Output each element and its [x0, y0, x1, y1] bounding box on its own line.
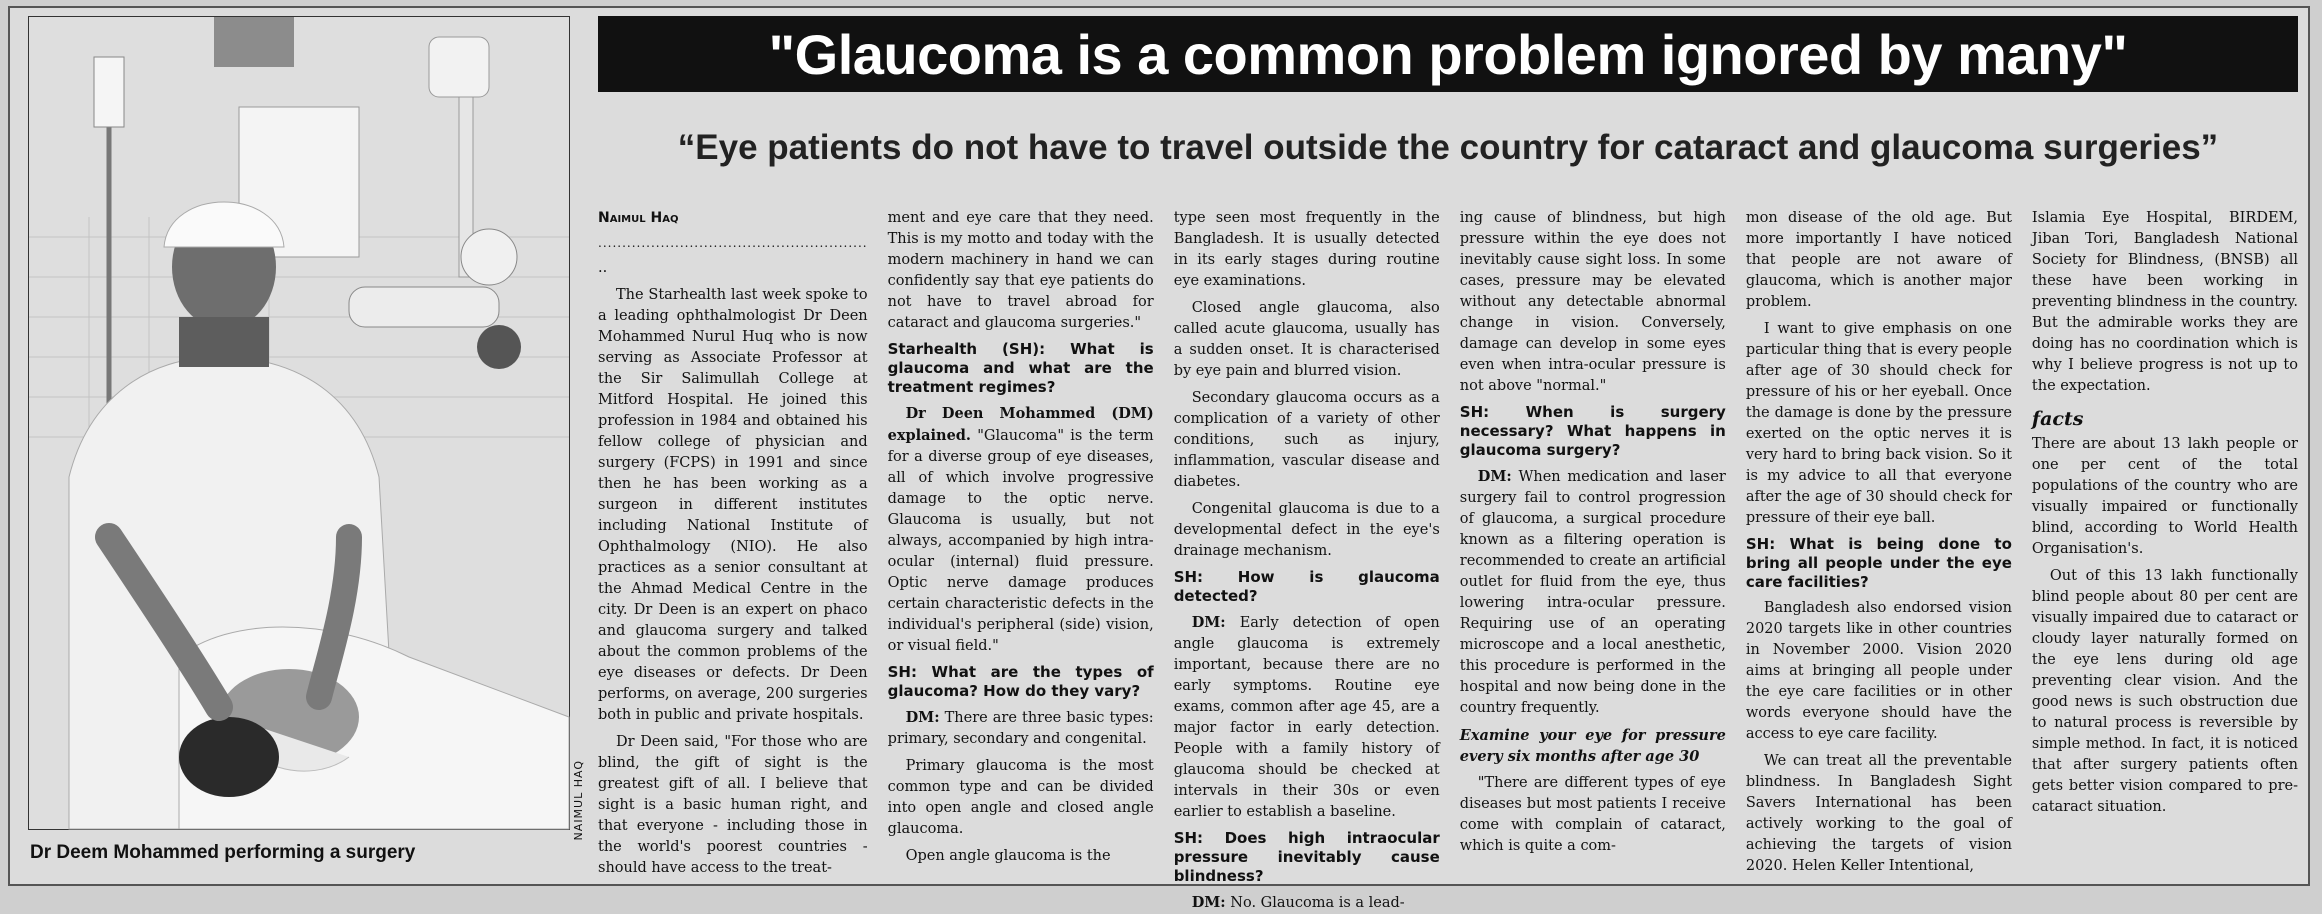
question: Starhealth (SH): What is glaucoma and what are the treatment regimes? — [887, 340, 1154, 396]
paragraph: Bangladesh also endorsed vision 2020 targets like in other countries in November 2000. Vision 2020 aims at bringing all people under the eye care facilities or in other words everyone should have the access to eye care facility. — [1745, 600, 2012, 742]
paragraph: Out of this 13 lakh functionally blind people about 80 per cent are visually impaired due to cataract or cloudy layer naturally formed on the eye lens during old age preventing clear vision. And the good news is such obstruction due to natural process is reversible by simple method. In fact, it is noticed that after surgery patients often gets better vision compared to pre-cataract situation. — [2031, 568, 2298, 815]
article-column-6 — [2032, 208, 2298, 868]
answer — [888, 403, 1154, 657]
paragraph: mon disease of the old age. But more importantly I have noticed that people are not aware of glaucoma, which is another major problem. — [1745, 210, 2012, 310]
paragraph: The Starhealth last week spoke to a leading ophthalmologist Dr Deen Mohammed Nurul Huq who is now serving as Associate Professor at the Sir Salimullah College at Mitford Hospital. He joined this profession in 1984 and obtained his fellow college of physician and surgery (FCPS) in 1991 and since then he has been working as a surgeon in different institutes including National Institute of Ophthalmology (NIO). He also practices as a senior consultant at the Ahmad Medical Centre in the city. Dr Deen is an expert on phaco and glaucoma surgery and talked about the common problems of the eye diseases or defects. Dr Deen performs, on average, 200 surgeries both in public and private hospitals. — [598, 287, 868, 723]
article-column-1 — [598, 208, 868, 876]
question: SH: What is being done to bring all people under the eye care facilities? — [1745, 535, 2012, 591]
answer — [1174, 892, 1440, 914]
paragraph: We can treat all the preventable blindness. In Bangladesh Sight Savers International has been actively working to the goal of achieving the targets of vision 2020. Helen Keller Intentional, — [1745, 753, 2012, 874]
facts-heading: facts — [2031, 408, 2084, 430]
answer-lead: DM: — [1191, 894, 1226, 911]
question: SH: When is surgery necessary? What happens in glaucoma surgery? — [1459, 403, 1726, 459]
photo-caption: Dr Deem Mohammed performing a surgery — [30, 842, 416, 863]
paragraph: "There are different types of eye diseases but most patients I receive come with complain of cataract, which is quite a com- — [1459, 775, 1726, 854]
paragraph: type seen most frequently in the Bangladesh. It is usually detected in its early stages during routine eye examinations. — [1173, 210, 1440, 289]
answer — [1460, 466, 1726, 719]
answer-text: No. Glaucoma is a lead- — [1225, 895, 1405, 911]
headline: "Glaucoma is a common problem ignored by many" — [598, 16, 2298, 92]
answer-lead: DM: — [1477, 468, 1512, 485]
subheadline: “Eye patients do not have to travel outside the country for cataract and glaucoma surgeries” — [677, 128, 2219, 167]
byline: Naimul Haq — [598, 210, 679, 226]
article-body — [598, 208, 2298, 911]
answer-lead: DM: — [905, 709, 940, 726]
paragraph: .. — [598, 260, 608, 276]
paragraph: Dr Deen said, "For those who are blind, the gift of sight is the greatest gift of all. I believe that sight is a basic human right, and that everyone - including those in the world's poorest countries - should have access to the treat- — [598, 734, 868, 876]
answer-text: There are three basic types: primary, secondary and congenital. — [887, 710, 1154, 747]
question: SH: Does high intraocular pressure inevitably cause blindness? — [1173, 829, 1440, 885]
subheading: Examine your eye for pressure every six months after age 30 — [1459, 727, 1726, 765]
answer-lead: DM: — [1191, 614, 1226, 631]
paragraph: There are about 13 lakh people or one per cent of the total populations of the country who are visually impaired or functionally blind, according to World Health Organisation's. — [2031, 436, 2298, 557]
article-column-3 — [1173, 208, 1440, 911]
answer-lead: Dr Deen Mohammed (DM) explained. — [887, 405, 1154, 444]
answer-text: Early detection of open angle glaucoma is extremely important, because there are no early symptoms. Routine eye exams, common after age 45, are a major factor in early detection. People with a family history of glaucoma should be checked at intervals in their 30s or even earlier to establish a baseline. — [1173, 615, 1440, 820]
byline-separator: ........................................................ — [598, 236, 868, 250]
paragraph: Closed angle glaucoma, also called acute glaucoma, usually has a sudden onset. It is characterised by eye pain and blurred vision. — [1173, 300, 1440, 379]
answer-text: When medication and laser surgery fail to control progression of glaucoma, a surgical procedure known as a filtering operation is recommended to create an artificial outlet for fluid from the eye, thus lowering intra-ocular pressure. Requiring use of an operating microscope and a local anesthetic, this procedure is performed in the hospital and now being done in the country frequently. — [1459, 469, 1726, 716]
question: SH: What are the types of glaucoma? How do they vary? — [887, 663, 1154, 700]
paragraph: Primary glaucoma is the most common type and can be divided into open angle and closed angle glaucoma. — [887, 758, 1154, 837]
paragraph: ing cause of blindness, but high pressure within the eye does not inevitably cause sight loss. In some cases, pressure may be elevated without any detectable abnormal change in vision. Conversely, damage can develop in some eyes even when intra-ocular pressure is not above "normal." — [1459, 210, 1726, 394]
answer — [1174, 612, 1440, 823]
paragraph: Secondary glaucoma occurs as a complication of a variety of other conditions, such as injury, inflammation, vascular disease and diabetes. — [1173, 390, 1440, 490]
paragraph: I want to give emphasis on one particular thing that is every people after age of 30 should check for pressure of his or her eyeball. Once the damage is done by the pressure exerted on the optic nerves it is very hard to bring back vision. So it is my advice to all that everyone after the age of 30 should check for pressure of their eye ball. — [1745, 321, 2012, 526]
paragraph: ment and eye care that they need. This is my motto and today with the modern machinery in hand we can confidently say that eye patients do not have to travel abroad for cataract and glaucoma surgeries." — [887, 210, 1154, 331]
question: SH: How is glaucoma detected? — [1173, 568, 1440, 605]
article-column-2 — [888, 208, 1154, 868]
paragraph: Islamia Eye Hospital, BIRDEM, Jiban Tori, Bangladesh National Society for Blindness, (BNSB) all these have been working in preventing blindness in the country. But the admirable works they are doing has no coordination which is why I believe progress is not up to the expectation. — [2031, 210, 2298, 394]
paragraph: Open angle glaucoma is the — [905, 848, 1111, 864]
answer-text: "Glaucoma" is the term for a diverse group of eye diseases, all of which involve progressive damage to the optic nerve. Glaucoma is usually, but not always, accompanied by high intra-ocular (internal) fluid pressure. Optic nerve damage produces certain characteristic defects in the individual's peripheral (side) vision, or visual field." — [887, 428, 1154, 654]
surgery-photo-illustration — [29, 17, 569, 829]
article-column-4 — [1460, 208, 1726, 868]
paragraph: Congenital glaucoma is due to a developmental defect in the eye's drainage mechanism. — [1173, 501, 1440, 559]
photo-credit: NAIMUL HAQ — [572, 760, 585, 841]
article-column-5 — [1745, 208, 2012, 874]
answer — [888, 707, 1154, 750]
surgery-photo — [28, 16, 570, 830]
